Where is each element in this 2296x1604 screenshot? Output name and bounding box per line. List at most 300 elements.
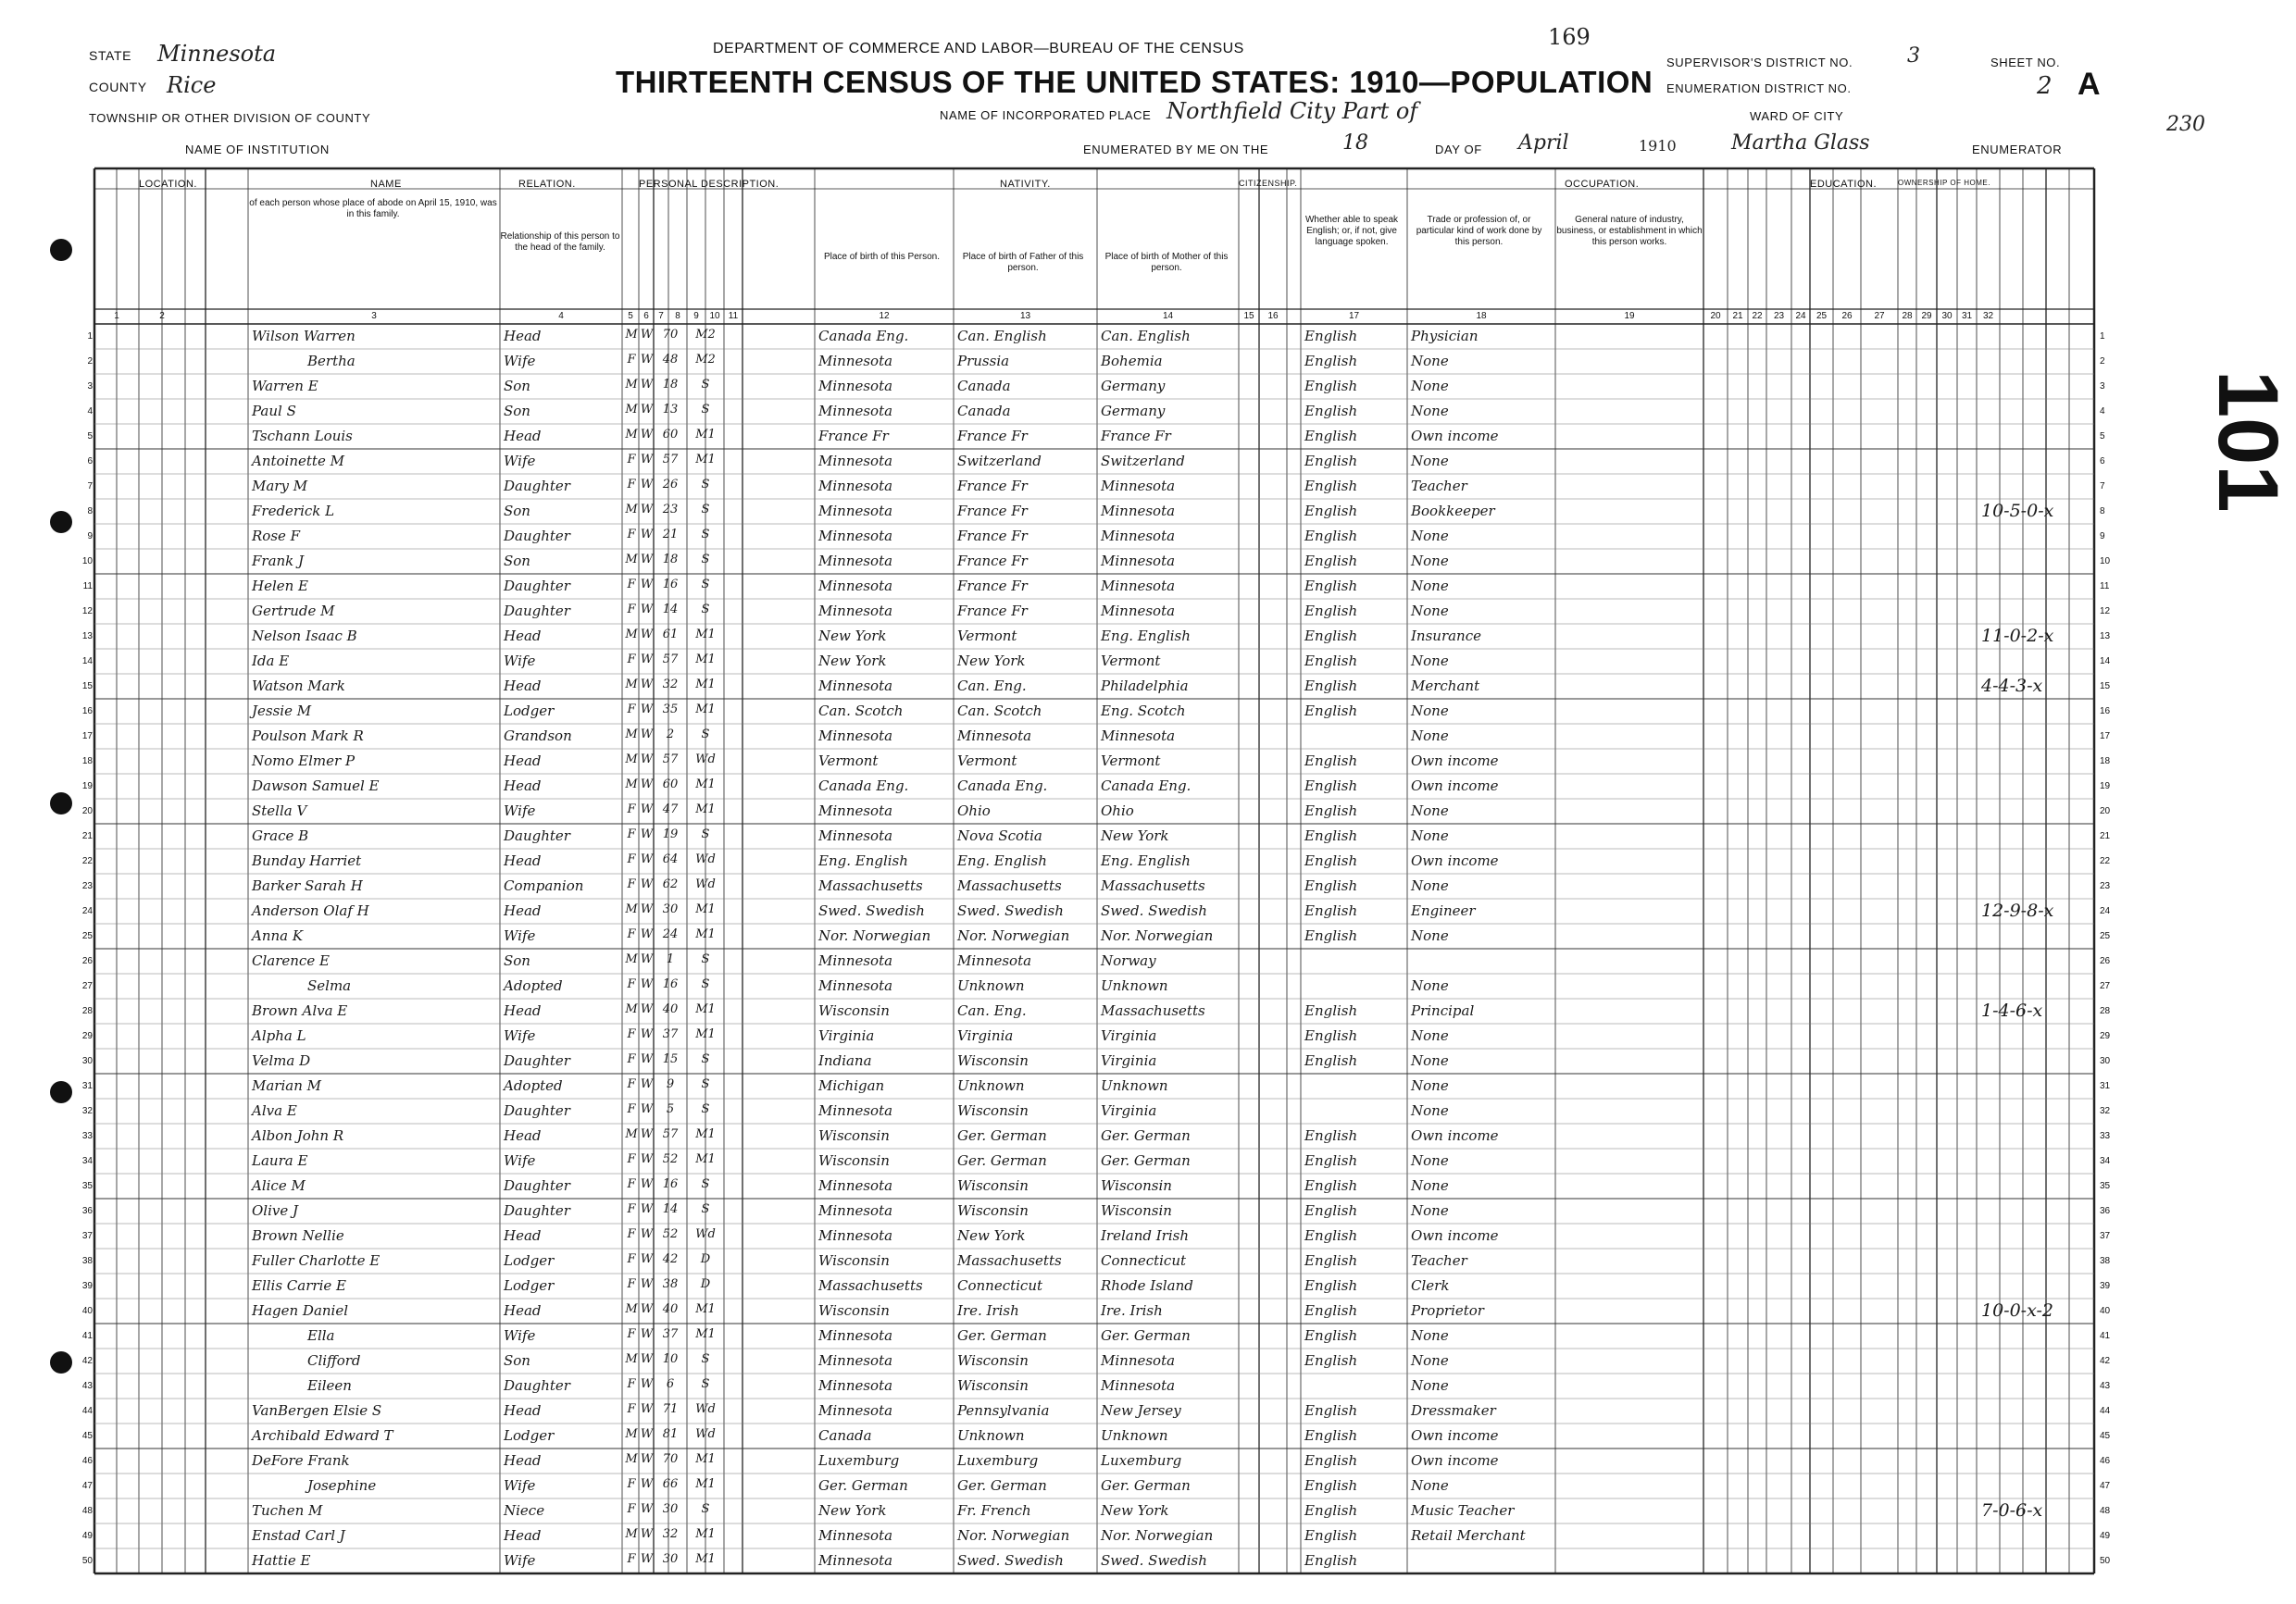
birthplace-father: Wisconsin [957,1177,1029,1194]
row-number: 41 [2100,1331,2111,1341]
column-number: 25 [1816,311,1828,321]
occupation: None [1411,578,1449,594]
age: 16 [662,578,679,591]
sex: M [625,1002,638,1016]
birthplace-father: Vermont [957,752,1017,769]
row-number: 34 [2100,1156,2111,1166]
marital-status: Wd [695,1427,716,1441]
birthplace-mother: Canada Eng. [1101,777,1192,794]
age: 26 [662,478,679,491]
sheet-value: 2 [2037,72,2053,100]
row-number: 39 [81,1281,93,1291]
race: W [640,1452,654,1466]
column-number: 4 [558,311,564,321]
birthplace-father: Wisconsin [957,1052,1029,1069]
birthplace-father: France Fr [957,478,1028,494]
age: 32 [662,1527,679,1541]
occupation: Own income [1411,1227,1499,1244]
column-number: 30 [1941,311,1953,321]
census-title: THIRTEENTH CENSUS OF THE UNITED STATES: 1910—POPULATION [616,65,1653,99]
birthplace-person: Minnesota [818,1552,893,1569]
birthplace-person: Nor. Norwegian [818,927,931,944]
row-number: 33 [81,1131,93,1141]
sex: M [625,328,638,342]
language: English [1304,927,1358,944]
marital-status: M1 [695,703,716,716]
row-number: 40 [81,1306,93,1316]
birthplace-mother: Minnesota [1101,503,1176,519]
birthplace-father: Switzerland [957,453,1042,469]
marital-status: M1 [695,1477,716,1491]
marital-status: Wd [695,877,716,891]
race: W [640,653,654,666]
birthplace-person: Virginia [818,1027,875,1044]
row-number: 8 [87,506,93,516]
page-number: 169 [1548,24,1591,50]
column-number: 22 [1752,311,1763,321]
birthplace-person: Minnesota [818,578,893,594]
group-citizenship: CITIZENSHIP. [1239,179,1298,188]
group-relation: RELATION. [518,179,576,190]
occupation: Own income [1411,1452,1499,1469]
birthplace-father: Virginia [957,1027,1014,1044]
occupation: Teacher [1411,478,1467,494]
language: English [1304,752,1358,769]
language: English [1304,802,1358,819]
age: 16 [662,1177,679,1191]
row-number: 20 [2100,806,2111,816]
race: W [640,1102,654,1116]
birthplace-person: Indiana [818,1052,872,1069]
row-number: 11 [82,581,93,591]
relationship: Daughter [504,827,570,844]
marital-status: M1 [695,453,716,466]
race: W [640,1477,654,1491]
birthplace-father: Swed. Swedish [957,1552,1064,1569]
language: English [1304,1477,1358,1494]
relationship: Wife [504,653,536,669]
sex: M [625,403,638,417]
row-number: 11 [2100,581,2110,591]
sex: M [625,1352,638,1366]
enumerator-name: Martha Glass [1731,131,1870,155]
group-ownership: OWNERSHIP OF HOME. [1898,179,1990,187]
row-number: 20 [81,806,93,816]
person-name: Frederick L [252,503,335,519]
birthplace-person: Canada Eng. [818,328,909,344]
age: 18 [662,378,679,392]
birthplace-person: Minnesota [818,478,893,494]
marital-status: S [701,553,710,566]
age: 16 [662,977,679,991]
birthplace-person: Massachusetts [818,1277,923,1294]
language: English [1304,1002,1358,1019]
marital-status: S [701,827,710,841]
county-label: COUNTY [89,80,147,94]
age: 71 [662,1402,679,1416]
birthplace-mother: Unknown [1101,1427,1168,1444]
birthplace-father: New York [957,653,1026,669]
age: 24 [662,927,679,941]
age: 15 [662,1052,679,1066]
age: 6 [666,1377,675,1391]
sex: M [625,727,638,741]
ownership-tally-note: 12-9-8-x [1981,901,2054,921]
marital-status: D [700,1277,711,1291]
county-value: Rice [167,72,217,98]
birthplace-person: Luxemburg [818,1452,900,1469]
relationship: Head [504,1227,542,1244]
language: English [1304,1327,1358,1344]
person-name: Ida E [252,653,290,669]
relationship: Son [504,952,530,969]
row-number: 4 [2100,406,2105,417]
relationship: Daughter [504,478,570,494]
relationship: Daughter [504,1052,570,1069]
age: 23 [662,503,679,516]
birthplace-person: Wisconsin [818,1002,890,1019]
person-name: Velma D [252,1052,311,1069]
birthplace-father: Luxemburg [957,1452,1039,1469]
race: W [640,1427,654,1441]
birthplace-person: Wisconsin [818,1127,890,1144]
occupation: None [1411,378,1449,394]
relationship: Son [504,403,530,419]
birthplace-mother: Ger. German [1101,1127,1191,1144]
birthplace-mother: Minnesota [1101,1352,1176,1369]
marital-status: Wd [695,752,716,766]
race: W [640,403,654,417]
marital-status: M1 [695,628,716,641]
person-name: VanBergen Elsie S [252,1402,382,1419]
language: English [1304,1202,1358,1219]
age: 35 [662,703,679,716]
birthplace-person: New York [818,653,887,669]
sex: M [625,752,638,766]
birthplace-person: Minnesota [818,528,893,544]
row-number: 41 [81,1331,93,1341]
marital-status: M1 [695,678,716,691]
birthplace-person: Minnesota [818,378,893,394]
age: 30 [662,1502,679,1516]
township-label: TOWNSHIP OR OTHER DIVISION OF COUNTY [89,111,371,125]
occupation: None [1411,1377,1449,1394]
age: 61 [662,628,679,641]
column-number: 29 [1921,311,1932,321]
race: W [640,1202,654,1216]
col-head-birth-father: Place of birth of Father of this person. [962,252,1084,273]
relationship: Lodger [504,1252,555,1269]
sex: M [625,1127,638,1141]
birthplace-mother: Wisconsin [1101,1177,1172,1194]
row-number: 18 [2100,756,2111,766]
race: W [640,1177,654,1191]
race: W [640,503,654,516]
sex: F [627,453,636,466]
marital-status: S [701,727,710,741]
birthplace-mother: Can. English [1101,328,1191,344]
row-number: 42 [2100,1356,2111,1366]
person-name: Anderson Olaf H [252,902,369,919]
birthplace-mother: Philadelphia [1101,678,1189,694]
race: W [640,1352,654,1366]
sex: F [627,1227,636,1241]
person-name: Anna K [252,927,304,944]
person-name: Gertrude M [252,603,335,619]
column-number: 9 [693,311,699,321]
column-number: 8 [675,311,680,321]
birthplace-person: Minnesota [818,1352,893,1369]
row-number: 14 [2100,656,2111,666]
occupation: Dressmaker [1411,1402,1496,1419]
birthplace-mother: Germany [1101,378,1166,394]
race: W [640,752,654,766]
row-number: 21 [2100,831,2111,841]
person-name: Tschann Louis [252,428,353,444]
birthplace-mother: Minnesota [1101,1377,1176,1394]
birthplace-person: Minnesota [818,1227,893,1244]
row-number: 44 [2100,1406,2111,1416]
race: W [640,852,654,866]
sex: F [627,1027,636,1041]
birthplace-mother: Switzerland [1101,453,1185,469]
marital-status: S [701,1502,710,1516]
birthplace-father: Ger. German [957,1127,1047,1144]
age: 14 [662,1202,679,1216]
age: 48 [662,353,679,367]
occupation: Teacher [1411,1252,1467,1269]
birthplace-person: Massachusetts [818,877,923,894]
birthplace-person: Canada Eng. [818,777,909,794]
row-number: 7 [2100,481,2105,491]
col-head-relation: Relationship of this person to the head of the family. [500,231,620,253]
row-number: 42 [81,1356,93,1366]
birthplace-mother: Virginia [1101,1027,1157,1044]
occupation: Retail Merchant [1411,1527,1526,1544]
language: English [1304,1527,1358,1544]
language: English [1304,1402,1358,1419]
birthplace-father: Fr. French [957,1502,1031,1519]
occupation: Own income [1411,428,1499,444]
row-number: 12 [81,606,93,616]
person-name: Antoinette M [252,453,344,469]
relationship: Head [504,777,542,794]
marital-status: S [701,952,710,966]
relationship: Son [504,553,530,569]
row-number: 2 [87,356,93,367]
birthplace-mother: Ger. German [1101,1152,1191,1169]
race: W [640,1027,654,1041]
age: 30 [662,902,679,916]
sex: F [627,1177,636,1191]
row-number: 26 [2100,956,2111,966]
marital-status: M1 [695,802,716,816]
col-head-industry: General nature of industry, business, or establishment in which this person works. [1556,215,1703,247]
row-number: 35 [81,1181,93,1191]
race: W [640,628,654,641]
row-number: 15 [81,681,93,691]
occupation: None [1411,453,1449,469]
marital-status: M1 [695,927,716,941]
column-number: 11 [728,311,739,321]
column-number: 12 [879,311,890,321]
race: W [640,1302,654,1316]
occupation: None [1411,1077,1449,1094]
age: 37 [662,1027,679,1041]
relationship: Lodger [504,1427,555,1444]
language: English [1304,1152,1358,1169]
sex: F [627,1402,636,1416]
col-head-trade: Trade or profession of, or particular kind of work done by this person. [1416,215,1542,247]
row-number: 28 [2100,1006,2111,1016]
marital-status: M1 [695,1527,716,1541]
language: English [1304,1127,1358,1144]
person-name: Hagen Daniel [252,1302,349,1319]
birthplace-father: Ger. German [957,1477,1047,1494]
ownership-tally-note: 11-0-2-x [1981,626,2054,646]
relationship: Lodger [504,1277,555,1294]
language: English [1304,478,1358,494]
row-number: 25 [81,931,93,941]
birthplace-person: France Fr [818,428,889,444]
birthplace-father: Swed. Swedish [957,902,1064,919]
birthplace-person: Minnesota [818,802,893,819]
row-number: 49 [2100,1531,2111,1541]
birthplace-father: Prussia [957,353,1010,369]
language: English [1304,628,1358,644]
sex: F [627,1252,636,1266]
person-name: Grace B [252,827,309,844]
birthplace-father: Unknown [957,1077,1025,1094]
sex: F [627,478,636,491]
race: W [640,703,654,716]
relationship: Daughter [504,1202,570,1219]
language: English [1304,1177,1358,1194]
row-number: 3 [87,381,93,392]
birthplace-mother: Vermont [1101,653,1161,669]
person-name: Bunday Harriet [252,852,362,869]
row-number: 18 [81,756,93,766]
birthplace-person: Eng. English [818,852,908,869]
row-number: 5 [87,431,93,441]
age: 30 [662,1552,679,1566]
age: 37 [662,1327,679,1341]
marital-status: S [701,1377,710,1391]
language: English [1304,603,1358,619]
col-head-name: of each person whose place of abode on April 15, 1910, was in this family. [249,198,497,219]
state-label: STATE [89,48,132,63]
relationship: Niece [504,1502,545,1519]
supervisor-value: 3 [1907,44,1920,68]
ownership-tally-note: 7-0-6-x [1981,1500,2043,1521]
birthplace-person: Wisconsin [818,1152,890,1169]
birthplace-person: Minnesota [818,1202,893,1219]
birthplace-person: Michigan [818,1077,885,1094]
day-of-label: DAY OF [1435,143,1482,156]
relationship: Head [504,1402,542,1419]
birthplace-father: France Fr [957,553,1028,569]
occupation: Own income [1411,852,1499,869]
row-number: 29 [81,1031,93,1041]
row-number: 24 [81,906,93,916]
age: 57 [662,1127,679,1141]
occupation: None [1411,603,1449,619]
birthplace-person: Vermont [818,752,879,769]
occupation: Own income [1411,1427,1499,1444]
row-number: 47 [81,1481,93,1491]
person-name: Ella [307,1327,335,1344]
row-number: 16 [81,706,93,716]
birthplace-person: Wisconsin [818,1302,890,1319]
race: W [640,428,654,441]
birthplace-person: Minnesota [818,453,893,469]
sex: M [625,503,638,516]
marital-status: S [701,1052,710,1066]
relationship: Head [504,852,542,869]
row-number: 32 [2100,1106,2111,1116]
birthplace-person: Minnesota [818,952,893,969]
column-number: 7 [658,311,664,321]
language: English [1304,1452,1358,1469]
birthplace-person: Minnesota [818,1327,893,1344]
occupation: None [1411,528,1449,544]
birthplace-father: France Fr [957,528,1028,544]
ward-label: WARD OF CITY [1750,109,1844,123]
marital-status: M1 [695,777,716,791]
relationship: Companion [504,877,584,894]
sex: F [627,877,636,891]
row-number: 17 [81,731,93,741]
birthplace-person: Minnesota [818,1102,893,1119]
language: English [1304,453,1358,469]
person-name: Clifford [307,1352,361,1369]
column-number: 27 [1874,311,1885,321]
sex: F [627,802,636,816]
row-number: 23 [2100,881,2111,891]
race: W [640,1527,654,1541]
sex: F [627,653,636,666]
race: W [640,977,654,991]
marital-status: S [701,578,710,591]
column-number: 32 [1982,311,1994,321]
person-name: Paul S [252,403,296,419]
column-number: 5 [628,311,633,321]
birthplace-mother: Luxemburg [1101,1452,1182,1469]
row-number: 34 [81,1156,93,1166]
birthplace-father: Nor. Norwegian [957,1527,1070,1544]
language: English [1304,852,1358,869]
birthplace-person: Minnesota [818,1527,893,1544]
row-number: 21 [81,831,93,841]
column-number: 16 [1267,311,1279,321]
relationship: Daughter [504,528,570,544]
group-occupation: OCCUPATION. [1565,179,1640,190]
birthplace-mother: New York [1101,827,1169,844]
row-number: 44 [81,1406,93,1416]
sex: F [627,927,636,941]
group-education: EDUCATION. [1810,179,1878,190]
sex: F [627,353,636,367]
age: 64 [662,852,679,866]
marital-status: M1 [695,1152,716,1166]
row-number: 10 [81,556,93,566]
race: W [640,727,654,741]
birthplace-person: Minnesota [818,1377,893,1394]
language: English [1304,1427,1358,1444]
column-number: 15 [1243,311,1254,321]
birthplace-mother: Rhode Island [1101,1277,1193,1294]
birthplace-father: Wisconsin [957,1102,1029,1119]
